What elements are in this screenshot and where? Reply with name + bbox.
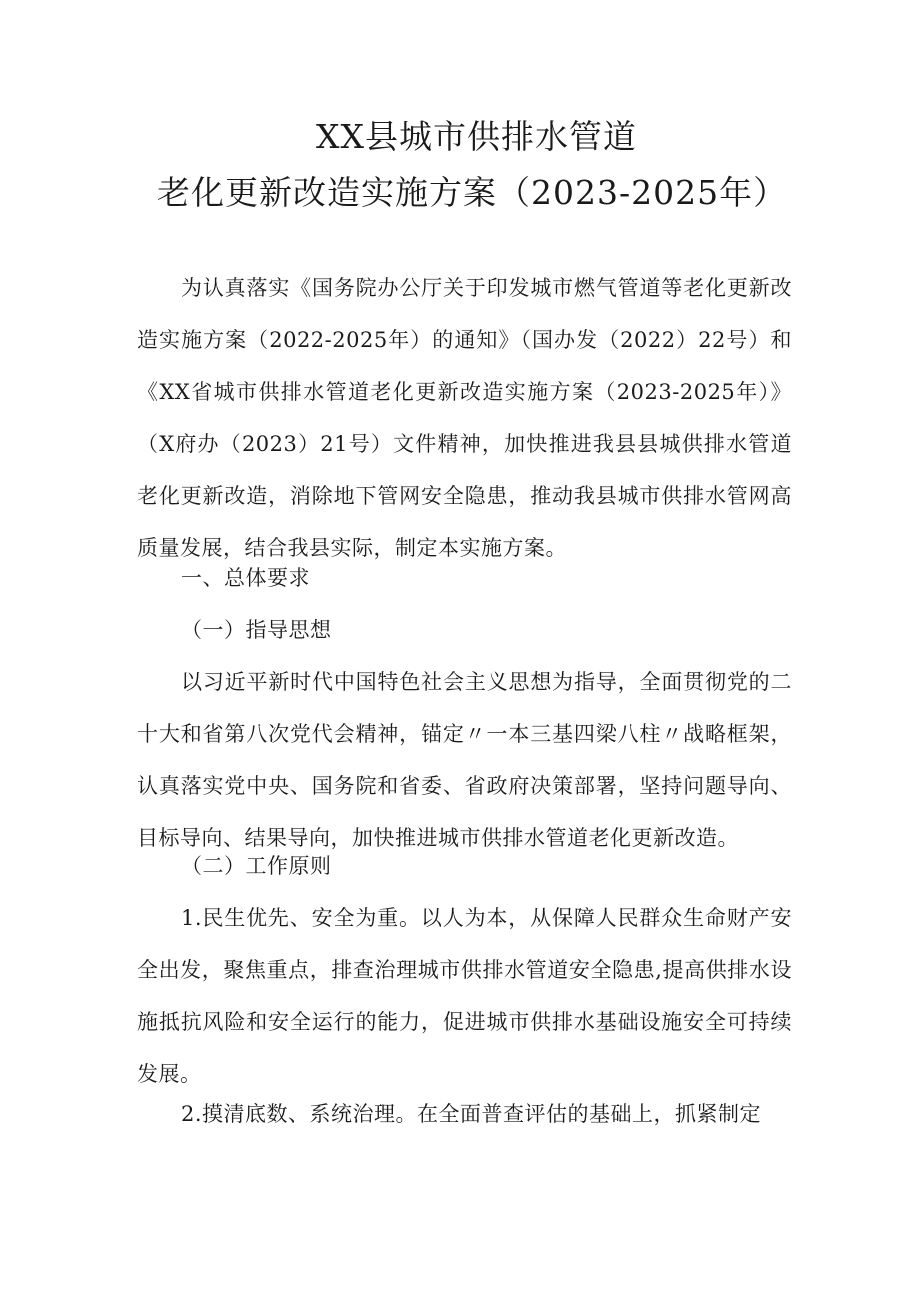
intro-paragraph: 为认真落实《国务院办公厅关于印发城市燃气管道等老化更新改造实施方案（2022-2025年）的通知》（国办发（2022）22号）和《XX省城市供排水管道老化更新改造实施方案（2023-2025年）》（X府办（2023）21号）文件精神，加快推进我县县城供排水管道老化更新改造，消除地下管网安全隐患，推动我县城市供排水管网高质量发展，结合我县实际，制定本实施方案。 — [137, 276, 792, 560]
document-title-line2: 老化更新改造实施方案（2023-2025年） — [157, 173, 788, 212]
subsection-heading-guiding-ideology: （一）指导思想 — [181, 618, 332, 642]
principle-item-2: 2.摸清底数、系统治理。在全面普查评估的基础上，抓紧制定 — [181, 1102, 762, 1126]
section-heading-general-requirements: 一、总体要求 — [181, 566, 310, 590]
subsection-heading-work-principles: （二）工作原则 — [181, 854, 332, 878]
principle-item-1: 1.民生优先、安全为重。以人为本，从保障人民群众生命财产安全出发，聚焦重点，排查治理城市供排水管道安全隐患,提高供排水设施抵抗风险和安全运行的能力，促进城市供排水基础设施安全可持续发展。 — [137, 906, 792, 1086]
document-title-line1: XX县城市供排水管道 — [316, 117, 637, 156]
guiding-ideology-paragraph: 以习近平新时代中国特色社会主义思想为指导，全面贯彻党的二十大和省第八次党代会精神，锚定〃一本三基四梁八柱〃战略框架，认真落实党中央、国务院和省委、省政府决策部署，坚持问题导向、目标导向、结果导向，加快推进城市供排水管道老化更新改造。 — [137, 670, 792, 850]
